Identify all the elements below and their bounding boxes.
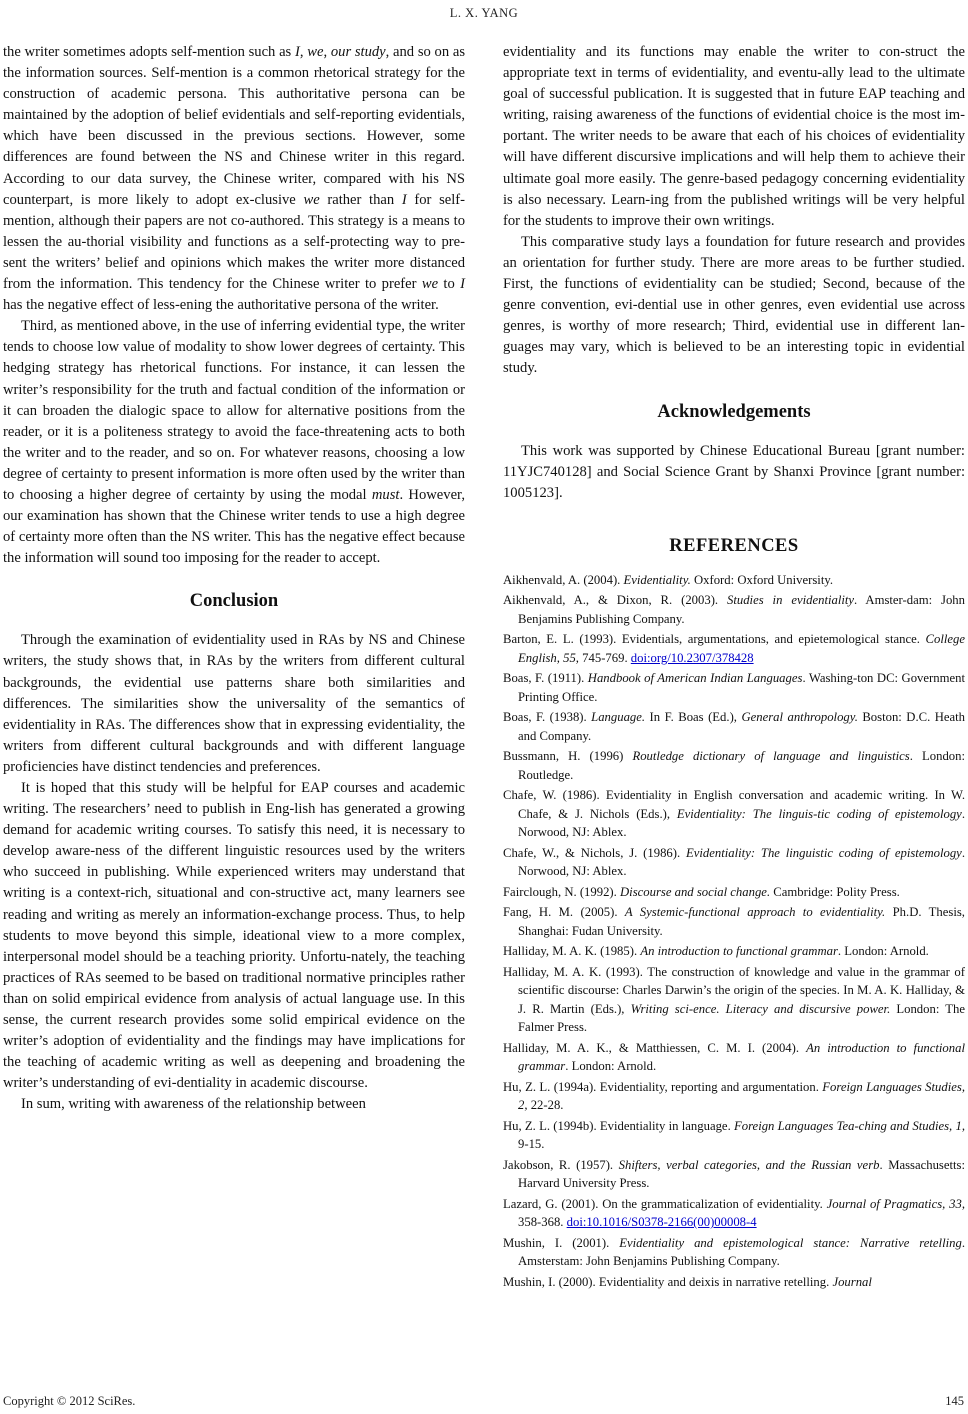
running-head: L. X. YANG <box>449 6 519 20</box>
reference-entry <box>503 669 965 706</box>
reference-entry <box>503 786 965 841</box>
reference-title: Shifters, verbal categories, and the Russian verb <box>618 1157 880 1172</box>
reference-text: Lazard, G. (2001). On the grammaticalization of evidentiality. <box>503 1196 827 1211</box>
reference-text: Halliday, M. A. K. (1993). The construction of knowledge and value in the grammar of scientific discourse: Charles Darwin’s the origin of the species. In M. A. K. Halliday, & J. R. Martin (Eds.), <box>503 964 965 1016</box>
body-paragraph: Through the examination of evidentiality used in RAs by NS and Chinese writers, the study shows that, in RAs by the writers from different cultural backgrounds, the evidential use patterns share both similarities and differences. The similarities show the universality of the semantics of evidentiality in RAs. The differences show that in expressing evidentiality, the writers from different cultural backgrounds and with different language proficiencies have distinct tendencies and preferences. <box>3 632 465 775</box>
reference-text: Hu, Z. L. (1994a). Evidentiality, reporting and argumentation. <box>503 1079 823 1094</box>
body-paragraph: In sum, writing with awareness of the relationship between <box>21 1096 366 1113</box>
reference-text: . Amster-dam: John Benjamins Publishing Company. <box>518 593 965 626</box>
reference-title: College English, 55, <box>518 632 965 665</box>
reference-text: Cambridge: Polity Press. <box>770 884 900 899</box>
reference-text: 9-15. <box>518 1137 545 1152</box>
body-paragraph: It is hoped that this study will be helpful for EAP courses and academic writing. The researchers’ need to publish in Eng-lish has generated a growing demand for academic writing courses. To satisfy this need, it is necessary to develop aware-ness of the different linguistic resources used by the writers who succeed in publishing. While experienced writers may understand that writing is a context-rich, situational and con-structive act, many learners see reading and writing as merely an information-exchange process. Thus, to help students to move beyond this simple, ideational view to a more complex, interpersonal model should be a teaching priority. Unfortu-nately, the teaching practices of RAs seemed to be based on traditional normative principles rather than on solid empirical evidence from analysis of actual language use. In this sense, the current research provides some solid empirical evidence on the writer’s adoption of evidentiality and the findings may have implications for the teaching of academic writing as well as deepening and broadening the writer’s understanding of evi-dentiality in academic discourse. <box>3 780 465 1092</box>
reference-text: Chafe, W. (1986). Evidentiality in English conversation and academic writing. In W. Chafe, & J. Nichols (Eds.), <box>503 788 965 821</box>
body-paragraph: This comparative study lays a foundation for future research and provides an orientation for further study. There are more areas to be further studied. First, the functions of evidentiality can be studied; Second, because of the genre convention, evi-dential use in other genres, even evidential use across genres, is worthy of more research; Third, evidential use in different lan-guages may vary, which is believed to be an interesting topic in evidential study. <box>503 233 965 377</box>
reference-title: Evidentiality: The linguistic coding of epistemology <box>686 845 962 860</box>
acknowledgements-text: This work was supported by Chinese Educational Bureau [grant number: 11YJC740128] and Social Science Grant by Shanxi Province [grant number: 1005123]. <box>503 442 965 501</box>
reference-text: Fairclough, N. (1992). <box>503 884 620 899</box>
reference-entry <box>503 708 965 745</box>
body-paragraph: evidentiality and its functions may enable the writer to con-struct the appropriate text in terms of evidentiality, and eventu-ally lead to the ultimate goal of successful publication. It is suggested that in future EAP teaching and writing, raising awareness of the functions of evidential choice is the most im-portant. The writer needs to be aware that each of his choices of evidentiality will have different discursive implications and will help them to achieve their ultimate goal more easily. The genre-based pedagogy concerning evidentiality is also necessary. Learn-ing from the published writings will be very helpful for the students to improve their own writings. <box>503 44 965 229</box>
reference-text: London: The Falmer Press. <box>518 1001 965 1035</box>
reference-text: 745-769. <box>578 650 631 665</box>
reference-title: Journal of Pragmatics, 33, <box>826 1196 965 1211</box>
reference-entry <box>503 883 965 901</box>
reference-title: Handbook of American Indian Languages <box>587 671 803 686</box>
reference-text: 358-368. <box>518 1215 567 1230</box>
doi-link[interactable]: doi:10.1016/S0378-2166(00)00008-4 <box>566 1215 757 1230</box>
reference-title: Evidentiality: The linguis-tic coding of epistemology <box>676 806 962 821</box>
reference-entry <box>503 1039 965 1076</box>
reference-entry <box>503 844 965 881</box>
reference-text: Ph.D. Thesis, Shanghai: Fudan University. <box>518 905 965 938</box>
reference-text: Bussmann, H. (1996) <box>503 749 633 764</box>
acknowledgements-heading: Acknowledgements <box>657 401 811 422</box>
reference-list <box>503 571 965 1291</box>
reference-title: Journal <box>832 1274 872 1289</box>
reference-text: Hu, Z. L. (1994b). Evidentiality in language. <box>503 1118 734 1133</box>
reference-text: . Norwood, NJ: Ablex. <box>518 806 965 840</box>
reference-title: Evidentiality. <box>623 572 691 587</box>
reference-entry <box>503 1078 965 1115</box>
reference-text: Mushin, I. (2000). Evidentiality and deixis in narrative retelling. <box>503 1274 833 1289</box>
reference-text: Chafe, W., & Nichols, J. (1986). <box>503 845 686 860</box>
reference-title: Writing sci-ence. Literacy and discursive power. <box>630 1001 891 1016</box>
references-heading: REFERENCES <box>669 535 799 556</box>
reference-entry <box>503 903 965 940</box>
conclusion-heading: Conclusion <box>189 591 279 612</box>
reference-title: Routledge dictionary of language and linguistics <box>632 749 910 764</box>
reference-text: Barton, E. L. (1993). Evidentials, argumentations, and epietemological stance. <box>503 632 926 647</box>
reference-title: General anthropology. <box>741 710 858 725</box>
reference-title: An introduction to functional grammar <box>518 1040 965 1074</box>
reference-entry <box>503 571 965 589</box>
doi-link[interactable]: doi:org/10.2307/378428 <box>630 650 754 665</box>
body-paragraph: Third, as mentioned above, in the use of inferring evidential type, the writer tends to choose low value of modality to show lower degrees of certainty. This hedging strategy has rhetorical functions. For instance, it can lessen the writer’s responsibility for the truth and factual condition of the information or it can broaden the dialogic space to allow for alternative positions from the reader, or it is a politeness strategy to avoid the face-threatening acts to both the writer and to the reader, and so on. For whatever reasons, choosing a low degree of certainty to present information is more often used by the writer than to choosing a higher degree of certainty by using the modal must. However, our examination has shown that the Chinese writer tends to use a high degree of certainty more often than the NS writer. This has the negative effect because the information will sound too imposing for the reader to accept. <box>3 318 465 567</box>
reference-text: . Norwood, NJ: Ablex. <box>518 845 965 879</box>
reference-text: . Massachusetts: Harvard University Press. <box>518 1157 966 1191</box>
reference-text: Mushin, I. (2001). <box>503 1235 620 1250</box>
reference-title: A Systemic-functional approach to evidentiality. <box>624 905 886 920</box>
reference-text: Boas, F. (1938). <box>503 710 592 725</box>
reference-text: Jakobson, R. (1957). <box>503 1157 619 1172</box>
reference-title: Studies in evidentiality <box>727 593 855 608</box>
reference-title: Foreign Languages Tea-ching and Studies, 1, <box>734 1118 965 1133</box>
body-paragraph: the writer sometimes adopts self-mention such as I, we, our study, and so on as the information sources. Self-mention is a common rhetorical strategy for the construction of academic persona. This authoritative persona can be maintained by the adoption of belief evidentials and self-reporting evidentials, which have been discussed in the previous sections. However, some differences are found between the NS and Chinese writer in this regard. According to our data survey, the Chinese writer, compared with his NS counterpart, is more likely to adopt ex-clusive we rather than I for self-mention, although their papers are not co-authored. This strategy is a means to lessen the au-thorial visibility and functions as a self-protecting way to pre-sent the writers’ belief and opinions which makes the writer more distanced from the information. This tendency for the Chinese writer to prefer we to I has the negative effect of less-ening the authoritative persona of the writer. <box>3 44 466 314</box>
reference-text: Oxford: Oxford University. <box>690 572 834 587</box>
reference-entry <box>503 942 965 960</box>
reference-entry <box>503 747 965 784</box>
reference-text: 22-28. <box>527 1098 564 1113</box>
reference-entry <box>503 963 965 1037</box>
reference-text: Halliday, M. A. K., & Matthiessen, C. M. I. (2004). <box>503 1040 807 1055</box>
reference-text: Boston: D.C. Heath and Company. <box>518 710 966 743</box>
reference-text: . Washing-ton DC: Government Printing Office. <box>518 671 965 704</box>
reference-text: . Amsterstam: John Benjamins Publishing Company. <box>518 1235 965 1269</box>
reference-text: . London: Routledge. <box>518 749 965 782</box>
reference-title: Language. <box>591 710 646 725</box>
right-column <box>503 42 965 1293</box>
reference-entry <box>503 1195 965 1232</box>
reference-title: Evidentiality and epistemological stance: Narrative retelling <box>619 1235 962 1250</box>
reference-entry <box>503 591 965 628</box>
left-column <box>3 42 465 1116</box>
reference-entry <box>503 1273 965 1291</box>
reference-entry <box>503 1234 965 1271</box>
reference-text: Aikhenvald, A., & Dixon, R. (2003). <box>503 593 727 608</box>
page-number: 145 <box>945 1394 964 1408</box>
reference-text: Boas, F. (1911). <box>503 671 588 686</box>
reference-title: Discourse and social change. <box>620 884 771 899</box>
reference-entry <box>503 1156 965 1193</box>
reference-text: . London: Arnold. <box>837 944 929 959</box>
reference-entry <box>503 1117 965 1154</box>
reference-text: Aikhenvald, A. (2004). <box>503 572 624 587</box>
copyright-footer: Copyright © 2012 SciRes. <box>3 1394 136 1408</box>
reference-text: Halliday, M. A. K. (1985). <box>503 944 641 959</box>
reference-title: Foreign Languages Studies, 2, <box>518 1079 965 1113</box>
reference-text: . London: Arnold. <box>565 1059 657 1074</box>
reference-text: In F. Boas (Ed.), <box>645 710 742 725</box>
reference-title: An introduction to functional grammar <box>640 944 838 959</box>
reference-text: Fang, H. M. (2005). <box>503 905 625 920</box>
reference-entry <box>503 630 965 667</box>
